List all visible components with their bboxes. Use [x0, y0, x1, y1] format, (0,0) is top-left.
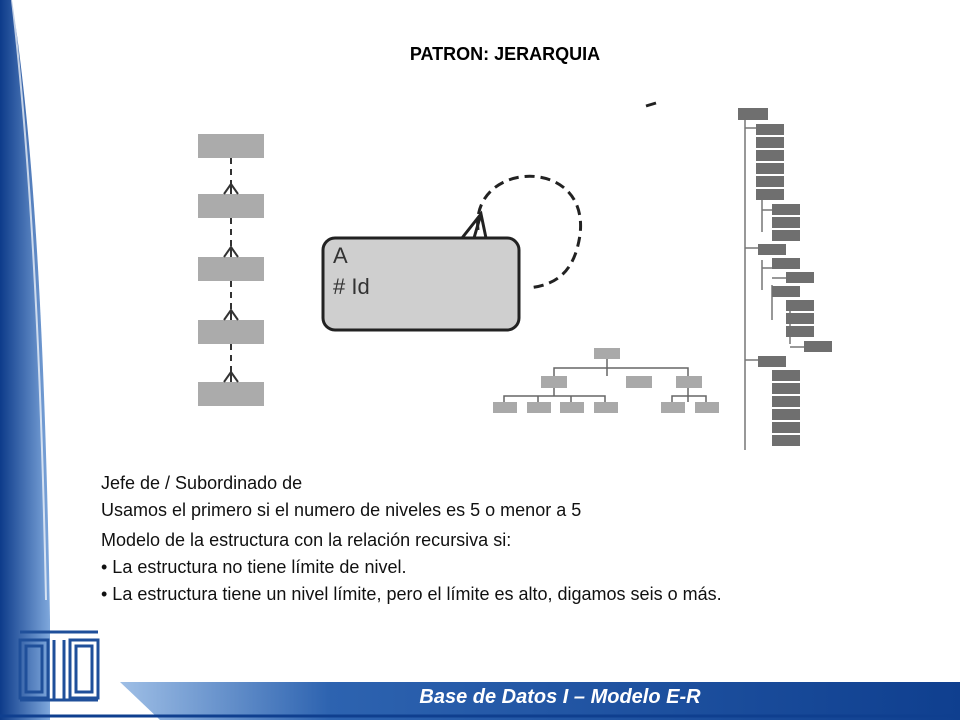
chain-diagram	[198, 134, 264, 406]
footer-title: Base de Datos I – Modelo E-R	[419, 686, 701, 708]
indented-list-diagram	[738, 108, 832, 450]
body-line: Modelo de la estructura con la relación recursiva si:	[101, 530, 512, 550]
entity-name: A	[333, 243, 348, 268]
bullet-item: • La estructura tiene un nivel límite, pero el límite es alto, digamos seis o más.	[101, 584, 722, 604]
body-line: Jefe de / Subordinado de	[101, 473, 303, 493]
recursive-entity-diagram	[323, 103, 656, 330]
slide-title: PATRON: JERARQUIA	[409, 44, 601, 64]
bullet-item: • La estructura no tiene límite de nivel.	[101, 557, 407, 577]
slide-body	[101, 472, 901, 606]
tree-diagram	[493, 348, 719, 413]
entity-identifier: # Id	[333, 274, 370, 299]
body-line: Usamos el primero si el numero de niveles es 5 o menor a 5	[101, 500, 582, 520]
